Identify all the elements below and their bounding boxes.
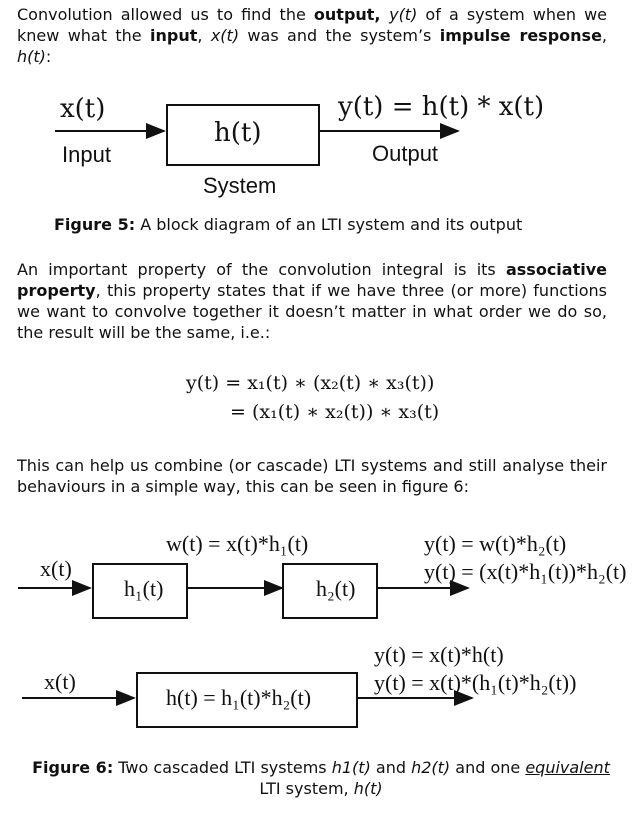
intro-bold-impulse: impulse response: [439, 26, 602, 45]
fig6-bottom-output-1: y(t) = x(t)*h(t): [374, 642, 504, 667]
fig6-block-h1: [92, 563, 188, 619]
fig6-top-output-2: y(t) = (x(t)*h₁(t))*h₂(t): [424, 559, 627, 584]
fig6-bottom-input: x(t): [44, 669, 76, 694]
intro-text: :: [45, 47, 52, 66]
intro-text: of a system when we knew what the: [17, 5, 608, 45]
fig6-block-h-label: h(t) = h₁(t)*h₂(t): [166, 685, 312, 710]
figure5-input-signal: x(t): [60, 94, 106, 124]
figure6-caption-text: LTI system,: [259, 779, 354, 798]
figure5-input-label: Input: [62, 142, 111, 167]
assoc-text: An important property of the convolution integral is its: [17, 260, 506, 279]
equation-line-2: = (x₁(t) ∗ x₂(t)) ∗ x₃(t): [230, 401, 440, 423]
fig6-top-input: x(t): [40, 556, 72, 581]
figure6-caption-text: and: [370, 758, 412, 777]
figure5-output-label: Output: [372, 141, 439, 166]
intro-math-x: x(t): [210, 26, 240, 45]
figure6-caption-text: and one: [450, 758, 526, 777]
figure5-block-label: h(t): [214, 118, 262, 148]
figure5-caption-text: A block diagram of an LTI system and its output: [135, 215, 523, 234]
intro-bold-output: output,: [313, 5, 390, 24]
figure6-caption-label: Figure 6:: [32, 758, 114, 777]
figure6-caption-h2: h2(t): [411, 758, 451, 777]
intro-text: ,: [197, 26, 211, 45]
intro-text: was and the system’s: [239, 26, 440, 45]
equation-line-1: y(t) = x₁(t) ∗ (x₂(t) ∗ x₃(t)): [186, 372, 435, 394]
intro-text: ,: [601, 26, 608, 45]
figure6-caption-text: Two cascaded LTI systems: [113, 758, 332, 777]
figure5-caption-label: Figure 5:: [54, 215, 136, 234]
intro-bold-input: input: [150, 26, 198, 45]
intro-math-y: y(t): [389, 5, 418, 24]
fig6-block-h2: [282, 563, 378, 619]
assoc-text: , this property states that if we have three (or more) functions we want to convolve together it doesn’t matter in what order we do so, the result will be the same, i.e.:: [17, 281, 607, 342]
intro-text: Convolution allowed us to find the: [17, 5, 314, 24]
fig6-block-h: [136, 672, 358, 728]
figure6-caption: [17, 757, 625, 799]
figure5-system-label: System: [203, 173, 277, 198]
fig6-top-output-1: y(t) = w(t)*h₂(t): [424, 531, 567, 556]
fig6-block-h1-label: h₁(t): [124, 576, 164, 601]
figure6-caption-equivalent: equivalent: [525, 758, 610, 777]
fig6-bottom-output-2: y(t) = x(t)*(h₁(t)*h₂(t)): [374, 670, 577, 695]
fig6-block-h2-label: h₂(t): [316, 576, 356, 601]
figure6-caption-h: h(t): [353, 779, 383, 798]
intro-math-h: h(t): [17, 47, 46, 66]
figure6-caption-h1: h1(t): [331, 758, 371, 777]
figure5-output-signal: y(t) = h(t) * x(t): [338, 92, 545, 122]
cascade-paragraph: This can help us combine (or cascade) LTI systems and still analyse their behaviours in a simple way, this can be seen in figure 6:: [17, 456, 607, 496]
fig6-top-intermediate: w(t) = x(t)*h₁(t): [166, 531, 309, 556]
assoc-bold-property: associative property: [17, 260, 607, 300]
